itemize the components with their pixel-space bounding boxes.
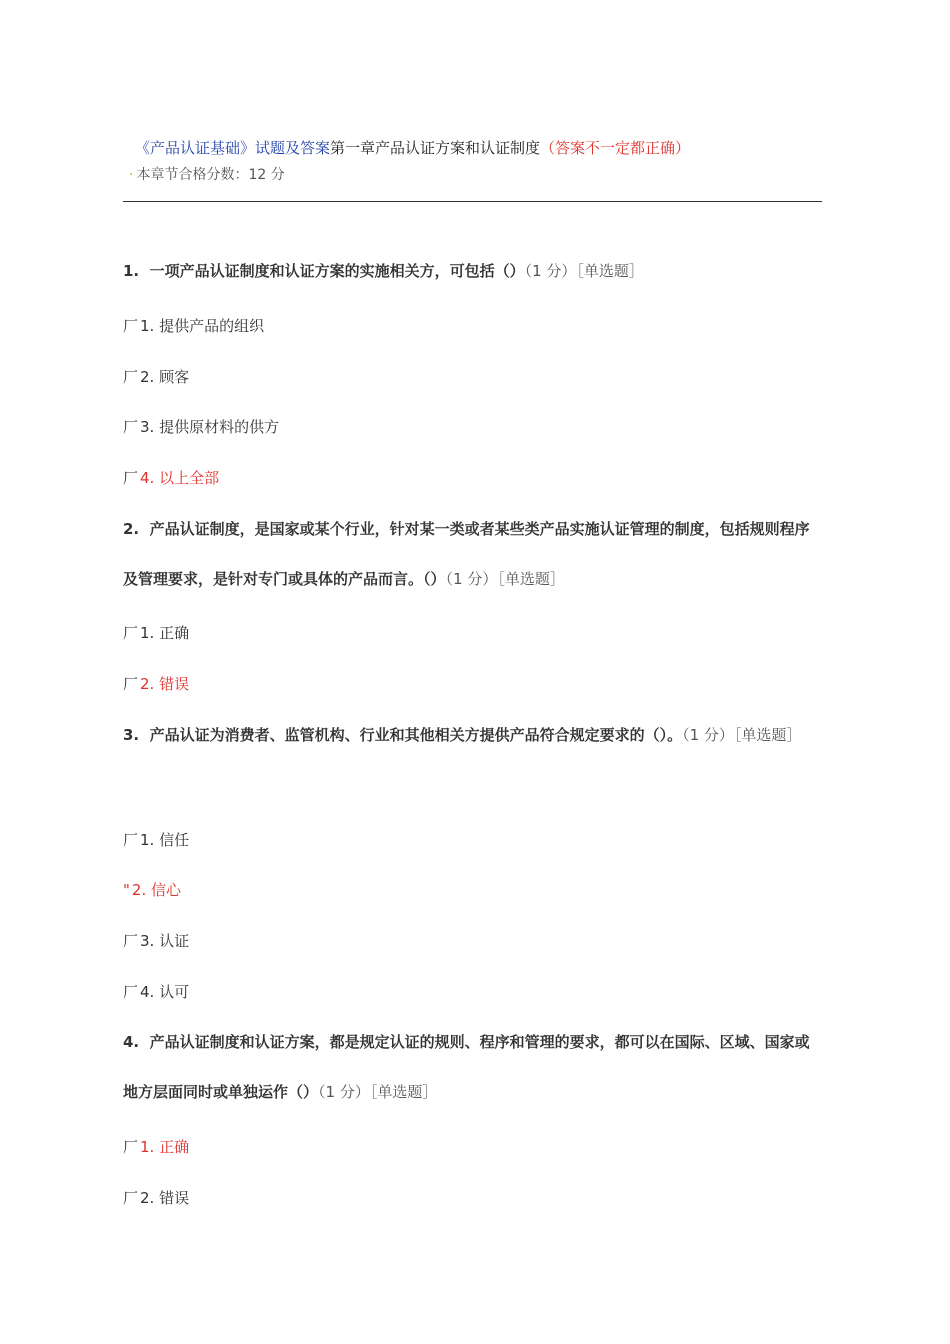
document-title	[135, 137, 690, 159]
option-label: 1. 提供产品的组织	[140, 317, 265, 335]
question-3	[123, 710, 823, 760]
checkbox-icon: 厂	[123, 418, 139, 436]
option-3-2[interactable]	[123, 879, 181, 901]
checkbox-icon: "	[123, 881, 130, 899]
option-2-1[interactable]	[123, 622, 189, 644]
option-label: 3. 提供原材料的供方	[140, 418, 280, 436]
question-number: 1.	[123, 262, 140, 280]
option-label: 1. 信任	[140, 831, 190, 849]
option-3-4[interactable]	[123, 981, 189, 1003]
question-2	[123, 504, 823, 604]
question-text: 一项产品认证制度和认证方案的实施相关方，可包括（）	[149, 262, 525, 280]
pass-score-text: 本章节合格分数：12 分	[136, 167, 285, 183]
question-meta: （1 分）［单选题］	[524, 262, 644, 280]
question-4	[123, 1017, 823, 1117]
option-4-1[interactable]	[123, 1136, 189, 1158]
checkbox-icon: 厂	[123, 932, 139, 950]
question-1	[123, 246, 823, 296]
option-3-1[interactable]	[123, 829, 189, 851]
checkbox-icon: 厂	[123, 675, 139, 693]
option-4-2[interactable]	[123, 1187, 189, 1209]
option-label: 1. 正确	[140, 1138, 190, 1156]
checkbox-icon: 厂	[123, 831, 139, 849]
option-label: 1. 正确	[140, 624, 190, 642]
option-label: 2. 顾客	[140, 368, 190, 386]
checkbox-icon: 厂	[123, 368, 139, 386]
option-label: 2. 错误	[140, 675, 190, 693]
question-text: 产品认证制度和认证方案，都是规定认证的规则、程序和管理的要求，都可以在国际、区域、国家或地方层面同时或单独运作（）	[123, 1033, 810, 1101]
checkbox-icon: 厂	[123, 624, 139, 642]
option-1-4[interactable]	[123, 467, 219, 489]
option-label: 2. 错误	[140, 1189, 190, 1207]
title-chapter: 第一章产品认证方案和认证制度	[330, 139, 541, 157]
checkbox-icon: 厂	[123, 1189, 139, 1207]
question-text: 产品认证为消费者、监管机构、行业和其他相关方提供产品符合规定要求的（）。	[149, 726, 683, 744]
option-label: 2. 信心	[131, 881, 181, 899]
title-book-name: 《产品认证基础》试题及答案	[135, 139, 331, 157]
option-label: 4. 认可	[140, 983, 190, 1001]
checkbox-icon: 厂	[123, 317, 139, 335]
question-meta: （1 分）［单选题］	[445, 570, 565, 588]
question-number: 3.	[123, 726, 140, 744]
checkbox-icon: 厂	[123, 1138, 139, 1156]
title-disclaimer: （答案不一定都正确）	[540, 139, 691, 157]
option-1-1[interactable]	[123, 315, 264, 337]
option-3-3[interactable]	[123, 930, 189, 952]
option-2-2[interactable]	[123, 673, 189, 695]
question-number: 4.	[123, 1033, 140, 1051]
checkbox-icon: 厂	[123, 983, 139, 1001]
question-text: 产品认证制度，是国家或某个行业，针对某一类或者某些类产品实施认证管理的制度，包括规则程序及管理要求，是针对专门或具体的产品而言。（）	[123, 520, 810, 588]
option-label: 4. 以上全部	[140, 469, 220, 487]
question-number: 2.	[123, 520, 140, 538]
question-meta: （1 分）［单选题］	[682, 726, 802, 744]
divider	[123, 201, 822, 202]
checkbox-icon: 厂	[123, 469, 139, 487]
question-meta: （1 分）［单选题］	[318, 1083, 438, 1101]
bullet-icon: ·	[129, 167, 134, 183]
pass-score	[129, 165, 285, 185]
option-1-3[interactable]	[123, 416, 279, 438]
option-label: 3. 认证	[140, 932, 190, 950]
option-1-2[interactable]	[123, 366, 189, 388]
